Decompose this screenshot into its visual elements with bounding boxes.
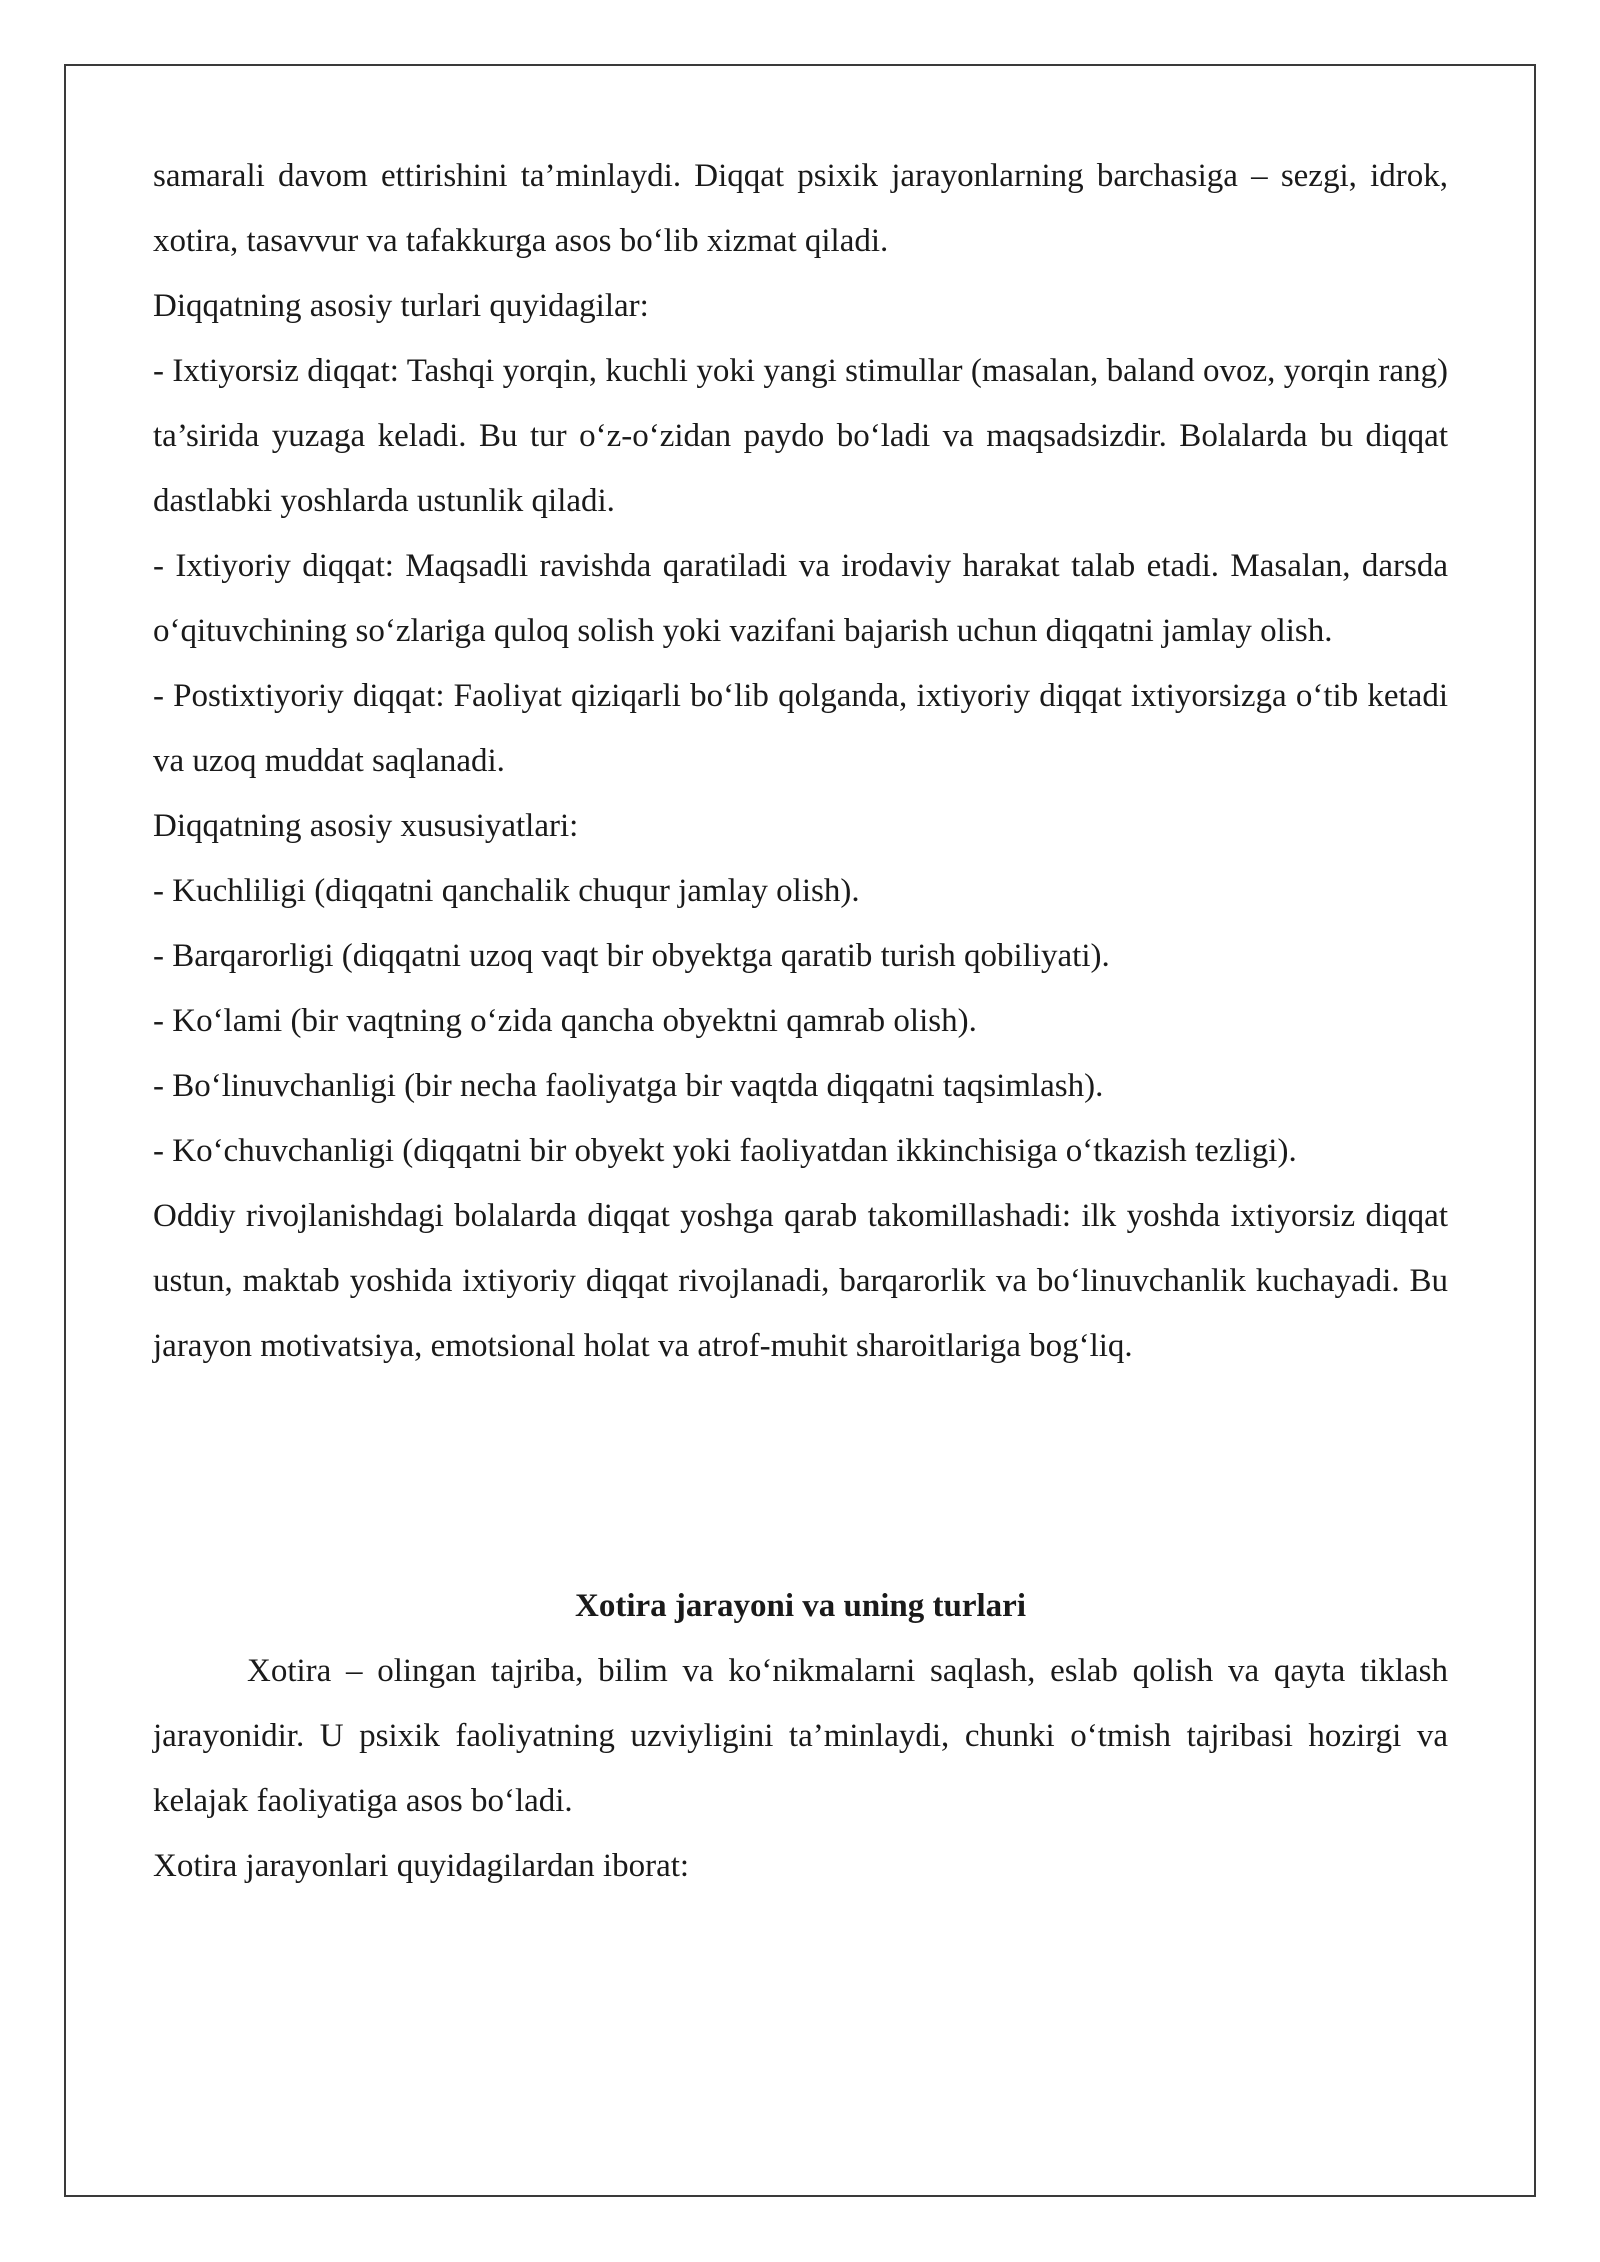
list-item-intensity: - Kuchliligi (diqqatni qanchalik chuqur jamlay olish). [153,873,860,909]
list-item-voluntary-attention: - Ixtiyoriy diqqat: Maqsadli ravishda qaratiladi va irodaviy harakat talab etadi. Masalan, darsda o‘qituvchining so‘zlariga quloq solish yoki vazifani bajarish uchun diqqatni jamlay olish. [153,548,1448,649]
document-body [153,144,1448,1899]
paragraph-memory-definition: Xotira – olingan tajriba, bilim va ko‘nikmalarni saqlash, eslab qolish va qayta tiklash jarayonidir. U psixik faoliyatning uzviyligini ta’minlaydi, chunki o‘tmish tajribasi hozirgi va kelajak faoliyatiga asos bo‘ladi. [153,1653,1448,1819]
section-heading: Xotira jarayoni va uning turlari [575,1588,1026,1624]
list-item-stability: - Barqarorligi (diqqatni uzoq vaqt bir obyektga qaratib turish qobiliyati). [153,938,1110,974]
list-item-distribution: - Bo‘linuvchanligi (bir necha faoliyatga bir vaqtda diqqatni taqsimlash). [153,1068,1104,1104]
paragraph-attention-role: samarali davom ettirishini ta’minlaydi. Diqqat psixik jarayonlarning barchasiga – sezgi, idrok, xotira, tasavvur va tafakkurga asos bo‘lib xizmat qiladi. [153,158,1448,259]
list-item-switching: - Ko‘chuvchanligi (diqqatni bir obyekt yoki faoliyatdan ikkinchisiga o‘tkazish tezligi). [153,1133,1297,1169]
paragraph-attention-development: Oddiy rivojlanishdagi bolalarda diqqat yoshga qarab takomillashadi: ilk yoshda ixtiyorsiz diqqat ustun, maktab yoshida ixtiyoriy diqqat rivojlanadi, barqarorlik va bo‘linuvchanlik kuchayadi. Bu jarayon motivatsiya, emotsional holat va atrof-muhit sharoitlariga bog‘liq. [153,1198,1448,1364]
section-gap [153,1379,1448,1574]
paragraph-attention-types-intro: Diqqatning asosiy turlari quyidagilar: [153,288,649,324]
paragraph-memory-processes-intro: Xotira jarayonlari quyidagilardan iborat: [153,1848,690,1884]
list-item-post-voluntary-attention: - Postixtiyoriy diqqat: Faoliyat qiziqarli bo‘lib qolganda, ixtiyoriy diqqat ixtiyorsizga o‘tib ketadi va uzoq muddat saqlanadi. [153,678,1448,779]
list-item-involuntary-attention: - Ixtiyorsiz diqqat: Tashqi yorqin, kuchli yoki yangi stimullar (masalan, baland ovoz, yorqin rang) ta’sirida yuzaga keladi. Bu tur o‘z-o‘zidan paydo bo‘ladi va maqsadsizdir. Bolalarda bu diqqat dastlabki yoshlarda ustunlik qiladi. [153,353,1448,519]
list-item-span: - Ko‘lami (bir vaqtning o‘zida qancha obyektni qamrab olish). [153,1003,977,1039]
paragraph-attention-properties-intro: Diqqatning asosiy xususiyatlari: [153,808,579,844]
